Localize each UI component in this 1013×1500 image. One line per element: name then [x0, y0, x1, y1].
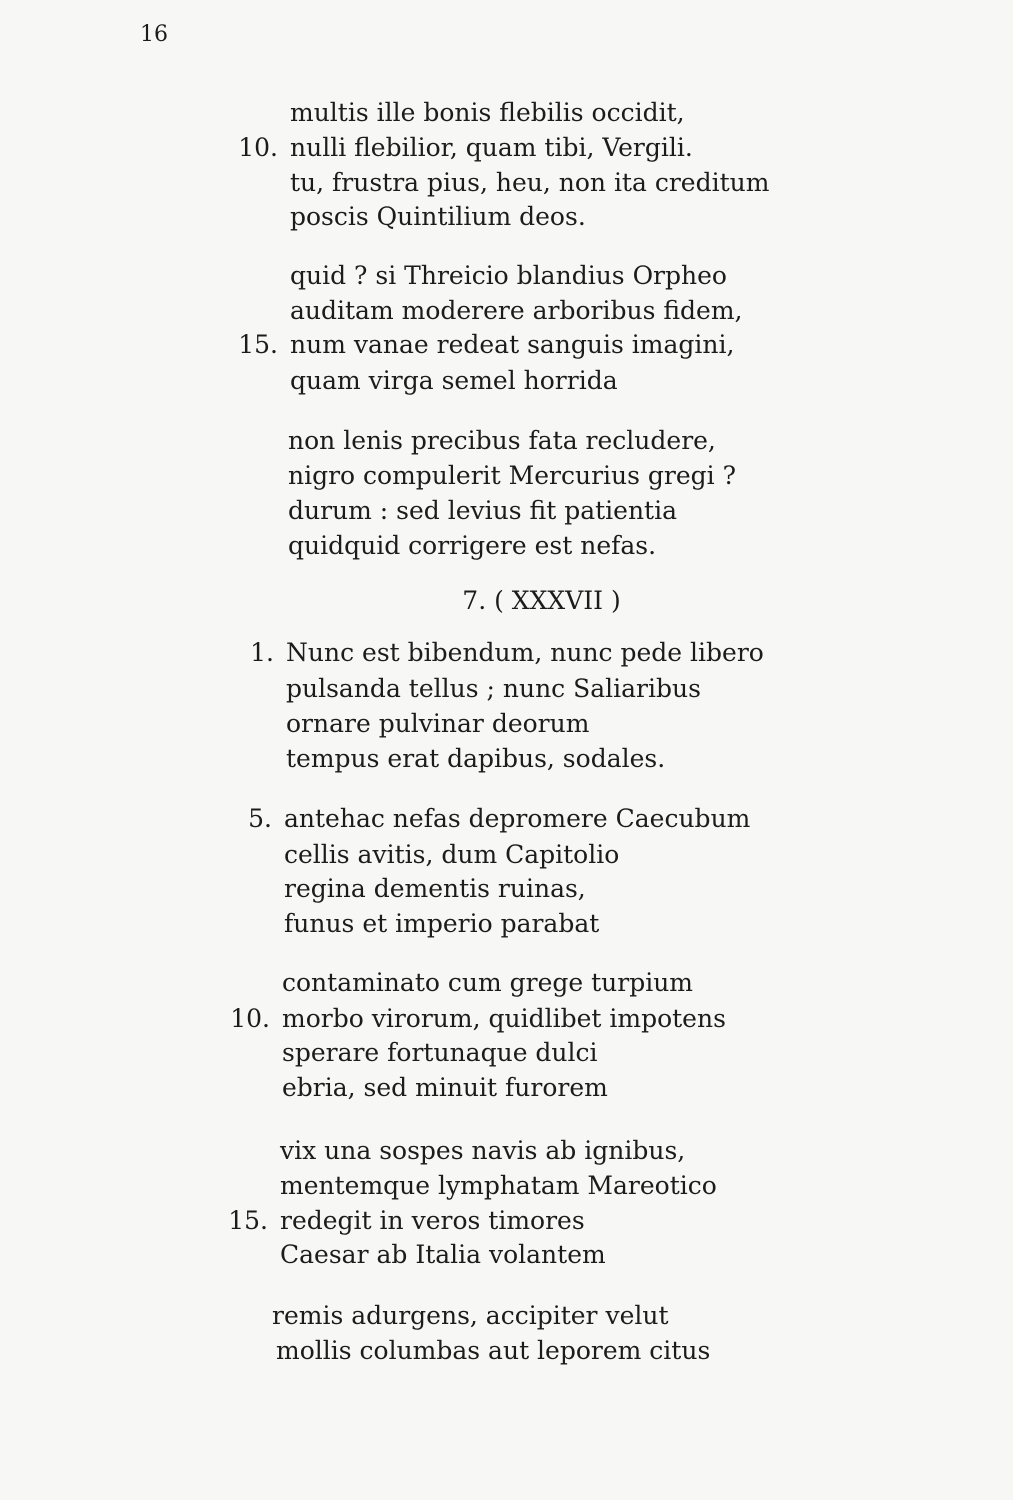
verse-text: mollis columbas aut leporem citus [276, 1336, 711, 1365]
verse-text: nulli flebilior, quam tibi, Vergili. [290, 133, 693, 162]
verse-text: durum : sed levius fit patientia [288, 496, 678, 525]
verse-text: tu, frustra pius, heu, non ita creditum [290, 168, 770, 197]
verse-text: quidquid corrigere est nefas. [288, 531, 657, 560]
verse-line [290, 200, 586, 234]
verse-line [230, 1002, 726, 1036]
verse-text: quam virga semel horrida [290, 366, 618, 395]
verse-text: auditam moderere arboribus fidem, [290, 296, 743, 325]
verse-text: quid ? si Threicio blandius Orpheo [290, 261, 727, 290]
verse-text: multis ille bonis flebilis occidit, [290, 98, 685, 127]
verse-text: tempus erat dapibus, sodales. [286, 744, 666, 773]
verse-line [284, 838, 619, 872]
verse-text: pulsanda tellus ; nunc Saliaribus [286, 674, 701, 703]
verse-text: sperare fortunaque dulci [282, 1038, 598, 1067]
verse-line [228, 1204, 585, 1238]
verse-line [280, 1134, 685, 1168]
verse-text: cellis avitis, dum Capitolio [284, 840, 620, 869]
verse-line [286, 707, 589, 741]
verse-line [276, 1334, 710, 1368]
verse-line [238, 328, 735, 362]
verse-text: ornare pulvinar deorum [286, 709, 590, 738]
verse-line [282, 1071, 608, 1105]
verse-line [288, 494, 677, 528]
verse-text: Nunc est bibendum, nunc pede libero [286, 638, 764, 667]
verse-line [288, 529, 656, 563]
verse-line [284, 872, 586, 906]
verse-line [290, 259, 727, 293]
verse-line [286, 742, 665, 776]
verse-text: Caesar ab Italia volantem [280, 1240, 606, 1269]
verse-line [280, 1238, 606, 1272]
verse-text: morbo virorum, quidlibet impotens [282, 1004, 726, 1033]
verse-line [286, 672, 701, 706]
ode-heading: 7. ( XXXVII ) [462, 586, 621, 615]
verse-text: contaminato cum grege turpium [282, 968, 694, 997]
verse-line [282, 966, 693, 1000]
verse-line [238, 131, 693, 165]
verse-text: vix una sospes navis ab ignibus, [280, 1136, 686, 1165]
verse-line [250, 636, 764, 670]
verse-line [288, 424, 716, 458]
verse-text: mentemque lymphatam Mareotico [280, 1171, 717, 1200]
line-number: 10. [230, 1004, 270, 1033]
verse-text: nigro compulerit Mercurius gregi ? [288, 461, 737, 490]
verse-line [290, 364, 618, 398]
verse-text: funus et imperio parabat [284, 909, 600, 938]
verse-line [272, 1299, 669, 1333]
line-number: 5. [248, 804, 272, 833]
verse-line [290, 294, 742, 328]
verse-line [290, 166, 769, 200]
verse-line [288, 459, 736, 493]
line-number: 15. [228, 1206, 268, 1235]
verse-line [282, 1036, 598, 1070]
line-number: 1. [250, 638, 274, 667]
verse-text: regina dementis ruinas, [284, 874, 586, 903]
verse-line [290, 96, 685, 130]
verse-text: non lenis precibus fata recludere, [288, 426, 716, 455]
verse-line [248, 802, 751, 836]
verse-line [280, 1169, 717, 1203]
line-number: 15. [238, 330, 278, 359]
verse-text: poscis Quintilium deos. [290, 202, 586, 231]
verse-text: ebria, sed minuit furorem [282, 1073, 608, 1102]
page-number: 16 [140, 22, 168, 47]
verse-text: num vanae redeat sanguis imagini, [290, 330, 735, 359]
verse-line [284, 907, 599, 941]
verse-text: antehac nefas depromere Caecubum [284, 804, 751, 833]
verse-text: remis adurgens, accipiter velut [272, 1301, 669, 1330]
line-number: 10. [238, 133, 278, 162]
verse-text: redegit in veros timores [280, 1206, 585, 1235]
